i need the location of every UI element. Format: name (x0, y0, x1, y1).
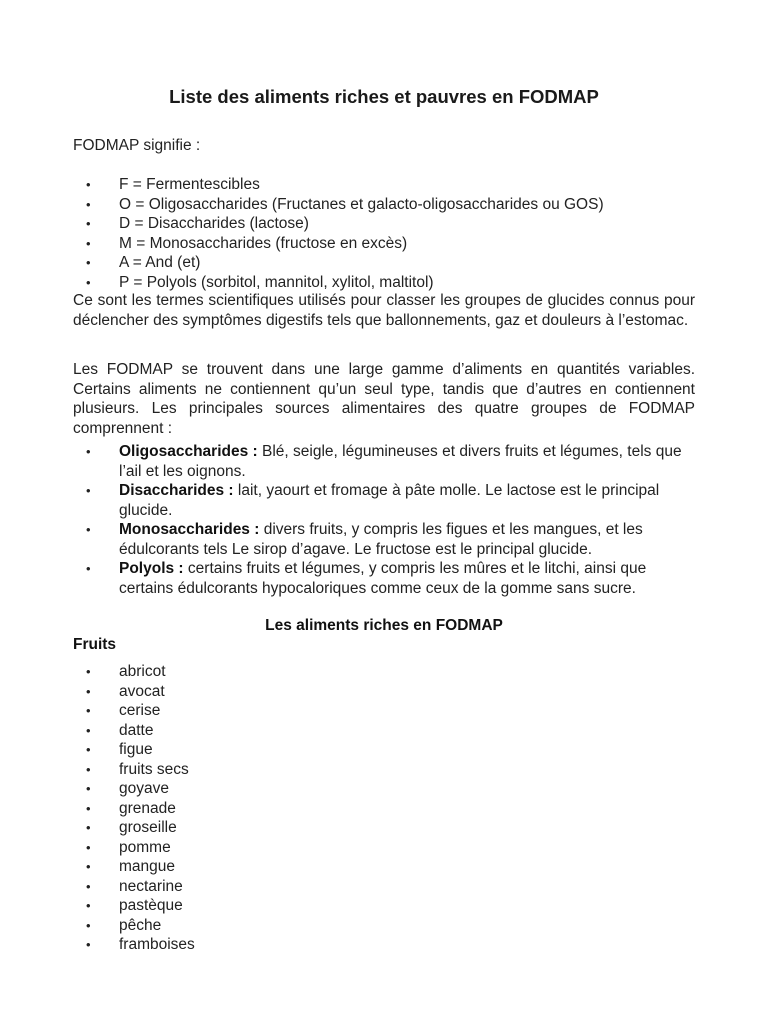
bullet-icon: • (86, 722, 91, 738)
bullet-icon: • (86, 274, 91, 290)
group-item (73, 520, 695, 559)
group-description: Blé, seigle, légumineuses et divers fruits et légumes, tels que l’ail et les oignons. (119, 443, 682, 480)
fruit-item: • mangue (86, 858, 176, 875)
bullet-icon: • (86, 820, 91, 835)
fodmap-group-list (73, 442, 695, 598)
group-description: divers fruits, y compris les figues et les mangues, et les édulcorants tels Le sirop d’agave. Le fructose est le principal glucide. (119, 521, 643, 558)
bullet-icon: • (86, 483, 91, 498)
group-description: certains fruits et légumes, y compris les mûres et le litchi, ainsi que certains édulcorants hypocaloriques comme ceux de la gomme sans sucre. (119, 560, 647, 597)
document-title: Liste des aliments riches et pauvres en FODMAP (169, 86, 599, 107)
intro-text: FODMAP signifie : (73, 137, 201, 154)
fruit-item: • groseille (86, 819, 177, 836)
bullet-icon: • (86, 761, 91, 777)
section-title: Les aliments riches en FODMAP (265, 617, 503, 634)
bullet-icon: • (86, 781, 91, 796)
fruit-item: • goyave (86, 780, 169, 797)
fruit-item: • nectarine (86, 877, 183, 895)
bullet-icon: • (86, 742, 91, 757)
paragraph-1: Ce sont les termes scientifiques utilisés pour classer les groupes de glucides connus pour déclencher des symptômes digestifs tels que ballonnements, gaz et douleurs à l’estomac. (73, 292, 695, 329)
fruit-item: • abricot (86, 663, 166, 680)
fruit-item: • figue (86, 741, 153, 758)
definition-item: • A = And (et) (86, 254, 201, 271)
definition-item: • O = Oligosaccharides (Fructanes et galacto-oligosaccharides ou GOS) (86, 195, 604, 213)
fruits-heading: Fruits (73, 636, 117, 653)
bullet-icon: • (86, 177, 91, 192)
definition-item: • D = Disaccharides (lactose) (86, 215, 309, 232)
fodmap-definition-list (73, 175, 695, 292)
fruit-item: • avocat (86, 682, 165, 700)
bullet-icon: • (86, 917, 91, 933)
paragraph-2: Les FODMAP se trouvent dans une large gamme d’aliments en quantités variables. Certains aliments ne contiennent qu’un seul type, tandis que d’autres en contiennent plusieurs. Les principales sources alimentaires des quatre groupes de FODMAP comprennent : (73, 361, 695, 437)
fruit-item: • fruits secs (86, 760, 189, 778)
fruit-item: • pastèque (86, 897, 183, 914)
bullet-icon: • (86, 196, 91, 212)
definition-item: • F = Fermentescibles (86, 176, 260, 193)
bullet-icon: • (86, 800, 91, 816)
bullet-icon: • (86, 522, 91, 537)
bullet-icon: • (86, 703, 91, 718)
bullet-icon: • (86, 683, 91, 699)
bullet-icon: • (86, 859, 91, 874)
bullet-icon: • (86, 216, 91, 231)
bullet-icon: • (86, 235, 91, 251)
group-item (73, 442, 695, 481)
fruit-item: • pêche (86, 916, 162, 934)
group-description: lait, yaourt et fromage à pâte molle. Le lactose est le principal glucide. (119, 482, 660, 519)
group-name: Oligosaccharides : (119, 443, 258, 460)
fruit-item: • grenade (86, 799, 176, 817)
bullet-icon: • (86, 444, 91, 459)
bullet-icon: • (86, 839, 91, 855)
group-name: Monosaccharides : (119, 521, 260, 538)
bullet-icon: • (86, 664, 91, 679)
group-item (73, 559, 695, 598)
group-item (73, 481, 695, 520)
bullet-icon: • (86, 561, 91, 576)
bullet-icon: • (86, 878, 91, 894)
definition-item: • M = Monosaccharides (fructose en excès) (86, 234, 408, 252)
fruit-item: • pomme (86, 838, 171, 856)
group-name: Disaccharides : (119, 482, 234, 499)
definition-item: • P = Polyols (sorbitol, mannitol, xylitol, maltitol) (86, 273, 434, 291)
fruit-item: • datte (86, 721, 154, 739)
fruit-item: • framboises (86, 936, 195, 953)
fruit-item: • cerise (86, 702, 161, 719)
bullet-icon: • (86, 937, 91, 952)
bullet-icon: • (86, 898, 91, 913)
bullet-icon: • (86, 255, 91, 270)
group-name: Polyols : (119, 560, 184, 577)
fruit-list (73, 662, 695, 955)
